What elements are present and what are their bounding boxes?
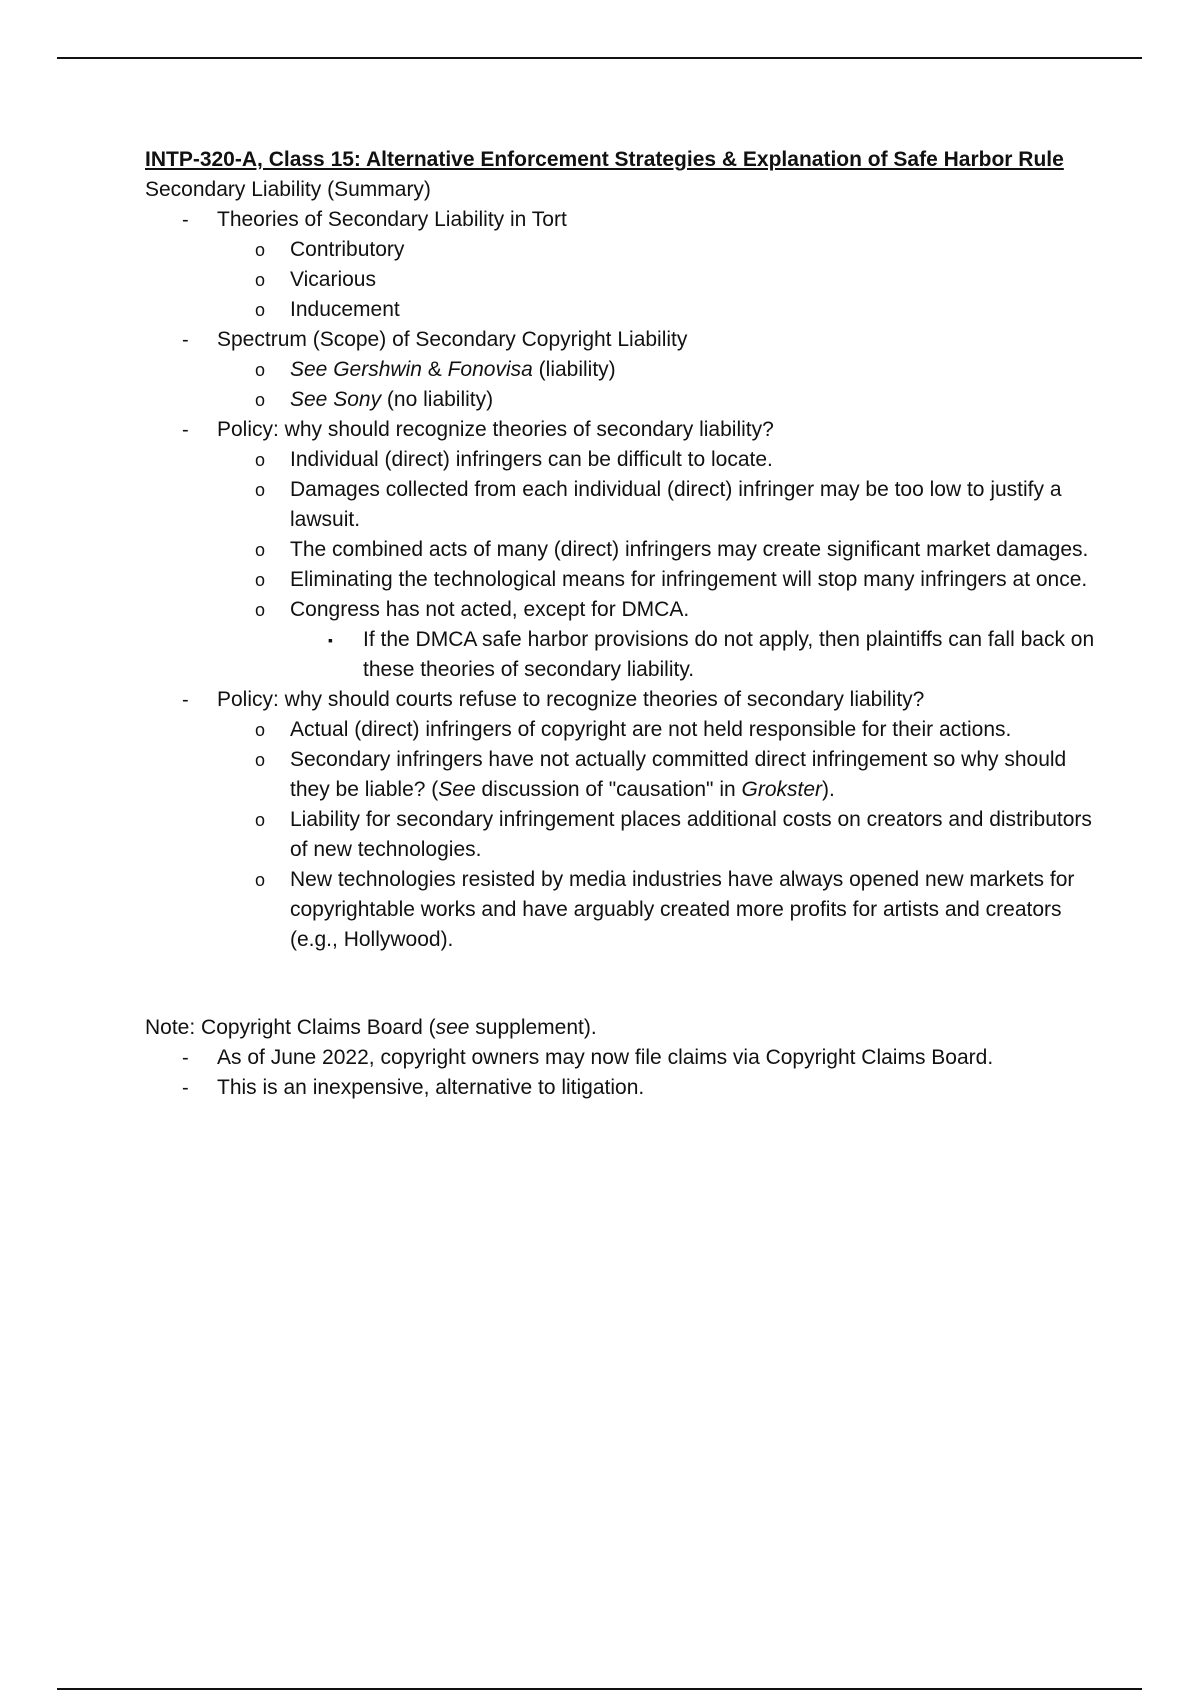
circle-bullet: o <box>255 480 266 500</box>
circle-bullet: o <box>255 300 266 320</box>
list-item: - Theories of Secondary Liability in Tort <box>145 205 1105 235</box>
list-item: o Congress has not acted, except for DMCA. <box>145 595 1105 625</box>
circle-bullet: o <box>255 720 266 740</box>
list-item: o The combined acts of many (direct) infringers may create significant market damages. <box>145 535 1105 565</box>
dash-bullet: - <box>182 689 189 711</box>
dash-bullet: - <box>182 209 189 231</box>
circle-bullet: o <box>255 750 266 770</box>
list-item: - Policy: why should recognize theories of secondary liability? <box>145 415 1105 445</box>
circle-bullet: o <box>255 570 266 590</box>
list-item: ▪ If the DMCA safe harbor provisions do not apply, then plaintiffs can fall back on these theories of secondary liability. <box>145 625 1105 685</box>
dash-bullet: - <box>182 419 189 441</box>
list-item: - Policy: why should courts refuse to recognize theories of secondary liability? <box>145 685 1105 715</box>
document-body <box>145 145 1105 1103</box>
list-item: o Secondary infringers have not actually committed direct infringement so why should they be liable? (See discussion of "causation" in Grokster). <box>145 745 1105 805</box>
list-item: o See Sony (no liability) <box>145 385 1105 415</box>
bottom-rule <box>57 1688 1142 1690</box>
list-item: o New technologies resisted by media industries have always opened new markets for copyrightable works and have arguably created more profits for artists and creators (e.g., Hollywood). <box>145 865 1105 955</box>
note-heading: Note: Copyright Claims Board (see supplement). <box>145 1016 597 1039</box>
circle-bullet: o <box>255 360 266 380</box>
list-item: o Actual (direct) infringers of copyright are not held responsible for their actions. <box>145 715 1105 745</box>
dash-bullet: - <box>182 1077 189 1099</box>
spacer <box>145 955 1105 1013</box>
list-item: - This is an inexpensive, alternative to litigation. <box>145 1073 1105 1103</box>
section-heading: Secondary Liability (Summary) <box>145 178 431 201</box>
list-item: o Damages collected from each individual (direct) infringer may be too low to justify a lawsuit. <box>145 475 1105 535</box>
list-item: - Spectrum (Scope) of Secondary Copyright Liability <box>145 325 1105 355</box>
top-rule <box>57 57 1142 59</box>
circle-bullet: o <box>255 240 266 260</box>
dash-bullet: - <box>182 329 189 351</box>
square-bullet: ▪ <box>328 632 333 648</box>
list-item: o Liability for secondary infringement places additional costs on creators and distributors of new technologies. <box>145 805 1105 865</box>
circle-bullet: o <box>255 540 266 560</box>
page-title: INTP-320-A, Class 15: Alternative Enforcement Strategies & Explanation of Safe Harbor Rule <box>145 148 1064 171</box>
circle-bullet: o <box>255 390 266 410</box>
list-item: o Inducement <box>145 295 1105 325</box>
list-item: o Individual (direct) infringers can be difficult to locate. <box>145 445 1105 475</box>
circle-bullet: o <box>255 270 266 290</box>
circle-bullet: o <box>255 600 266 620</box>
list-item: o Eliminating the technological means for infringement will stop many infringers at once. <box>145 565 1105 595</box>
list-item: o Vicarious <box>145 265 1105 295</box>
circle-bullet: o <box>255 810 266 830</box>
list-item: o Contributory <box>145 235 1105 265</box>
list-item: o See Gershwin & Fonovisa (liability) <box>145 355 1105 385</box>
dash-bullet: - <box>182 1047 189 1069</box>
list-item: - As of June 2022, copyright owners may now file claims via Copyright Claims Board. <box>145 1043 1105 1073</box>
circle-bullet: o <box>255 870 266 890</box>
circle-bullet: o <box>255 450 266 470</box>
